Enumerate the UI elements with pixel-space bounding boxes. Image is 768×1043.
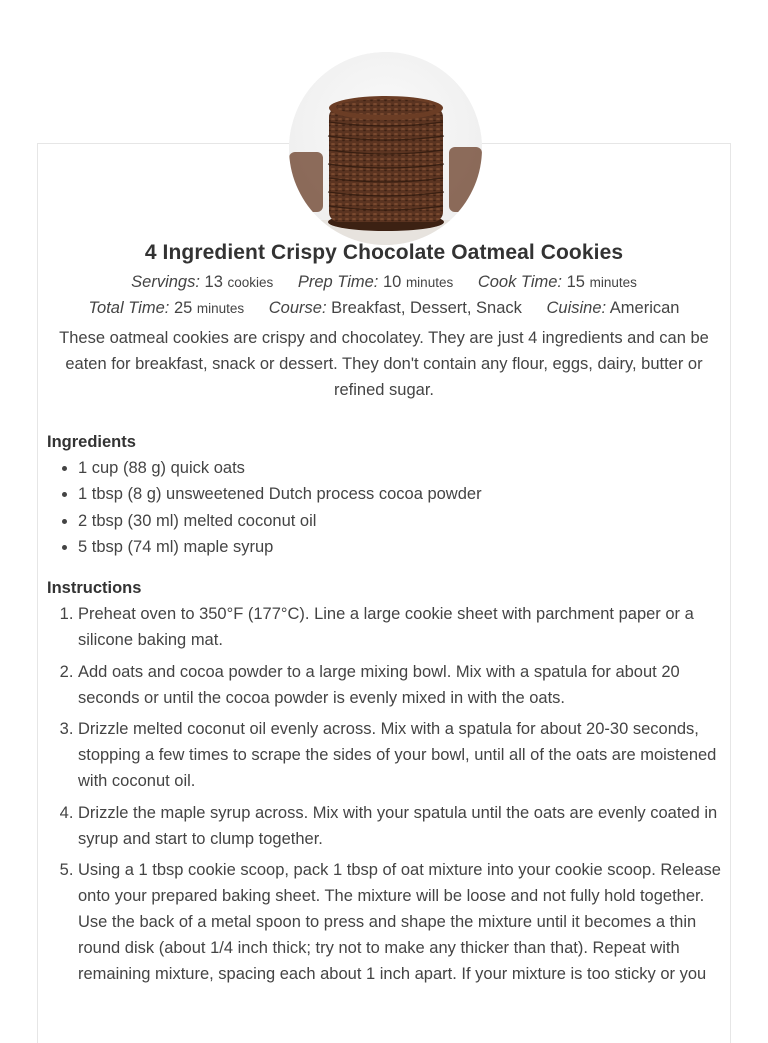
recipe-summary: These oatmeal cookies are crispy and chocolatey. They are just 4 ingredients and can be eaten for breakfast, snack or dessert. They don't contain any flour, eggs, dairy, butter or refined sugar. (59, 329, 709, 399)
ingredient-item: • 1 cup (88 g) quick oats (78, 455, 727, 481)
course-label: Course: (268, 299, 327, 317)
servings-unit: cookies (227, 275, 274, 290)
course (269, 299, 527, 317)
instruction-step: 1. Preheat oven to 350°F (177°C). Line a large cookie sheet with parchment paper or a silicone baking mat. (78, 601, 727, 653)
ingredients-list (47, 455, 727, 561)
cook-time (478, 273, 637, 291)
recipe-meta-line-2 (0, 299, 768, 318)
servings-value: 13 (204, 273, 223, 291)
cookie-stack-image (289, 52, 482, 245)
instruction-step: 5. Using a 1 tbsp cookie scoop, pack 1 tbsp of oat mixture into your cookie scoop. Release onto your prepared baking sheet. The mixture will be loose and not fully hold together. Use the back of a metal spoon to press and shape the mixture until it becomes a thin round disk (about 1/4 inch thick; try not to make any thicker than that). Repeat with remaining mixture, spacing each about 1 inch apart. If your mixture is too sticky or you (78, 857, 727, 987)
cook-time-label: Cook Time: (477, 273, 563, 291)
course-value: Breakfast, Dessert, Snack (331, 299, 522, 317)
ingredient-item: • 2 tbsp (30 ml) melted coconut oil (78, 508, 727, 534)
cuisine (546, 299, 679, 317)
ingredient-item: • 1 tbsp (8 g) unsweetened Dutch process cocoa powder (78, 481, 727, 507)
cuisine-value: American (609, 299, 680, 317)
total-time-value: 25 (173, 299, 193, 317)
ingredient-item: • 5 tbsp (74 ml) maple syrup (78, 534, 727, 560)
servings (131, 273, 278, 291)
instruction-step: 4. Drizzle the maple syrup across. Mix with your spatula until the oats are evenly coated in syrup and start to clump together. (78, 800, 727, 852)
total-time-unit: minutes (196, 301, 245, 316)
prep-time-unit: minutes (405, 275, 454, 290)
recipe-meta-line-1 (0, 273, 768, 292)
total-time-label: Total Time: (88, 299, 170, 317)
servings-label: Servings: (131, 273, 200, 291)
cuisine-label: Cuisine: (546, 299, 607, 317)
recipe-photo (289, 52, 482, 245)
instruction-step: 3. Drizzle melted coconut oil evenly across. Mix with a spatula for about 20-30 seconds, stopping a few times to scrape the sides of your bowl, until all of the oats are moistened with coconut oil. (78, 716, 727, 794)
ingredients-heading: Ingredients (47, 433, 136, 451)
total-time (88, 299, 248, 317)
prep-time-label: Prep Time: (297, 273, 379, 291)
recipe-title: 4 Ingredient Crispy Chocolate Oatmeal Cookies (144, 241, 624, 264)
instructions-heading: Instructions (47, 579, 142, 597)
cook-time-unit: minutes (589, 275, 637, 290)
instructions-list (47, 601, 727, 993)
instruction-step: 2. Add oats and cocoa powder to a large mixing bowl. Mix with a spatula for about 20 seconds or until the cocoa powder is evenly mixed in with the oats. (78, 659, 727, 711)
prep-time (298, 273, 458, 291)
cook-time-value: 15 (566, 273, 585, 291)
prep-time-value: 10 (382, 273, 402, 291)
